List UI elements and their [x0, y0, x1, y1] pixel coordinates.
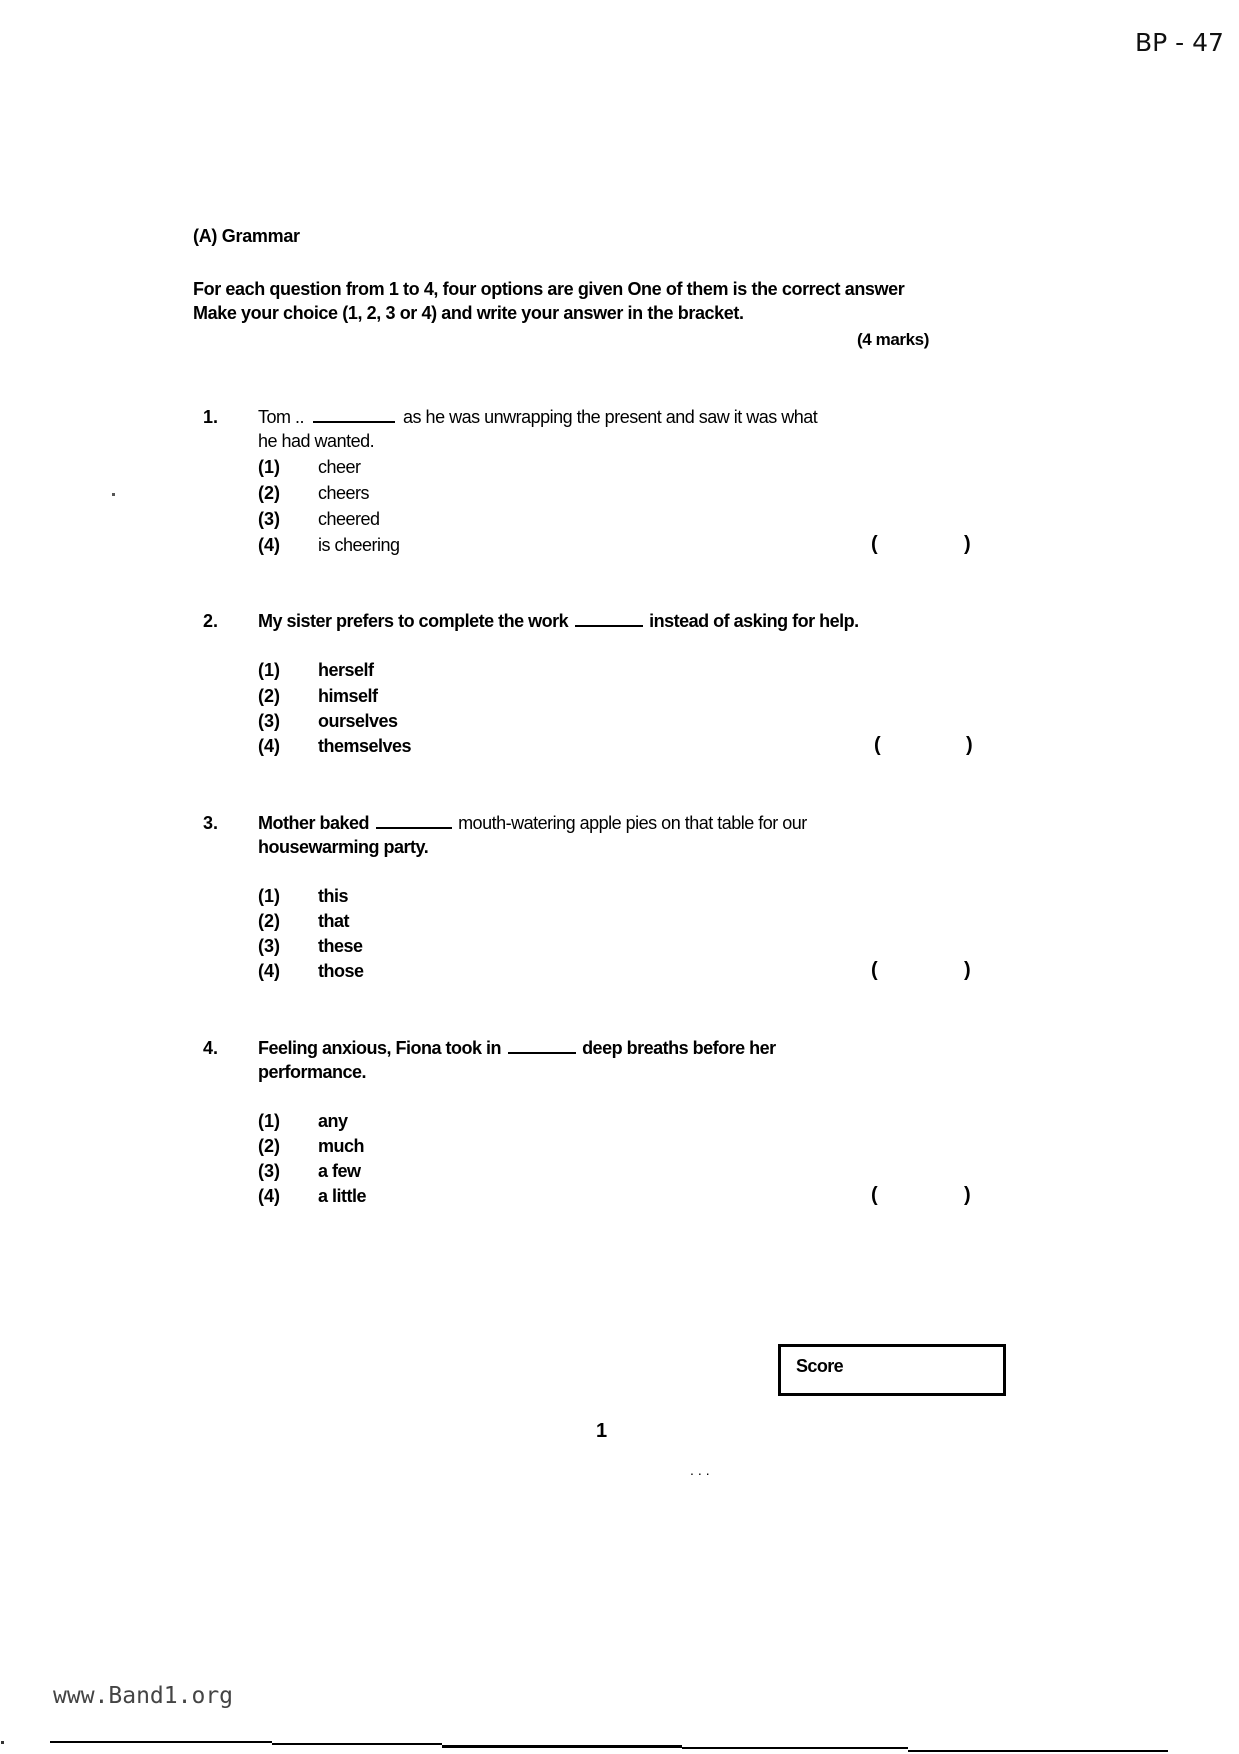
option-text: cheer	[318, 457, 361, 477]
answer-field[interactable]	[888, 734, 960, 758]
option-text: this	[318, 886, 349, 906]
scan-speck	[112, 493, 115, 496]
answer-field[interactable]	[885, 1184, 960, 1208]
question-stem	[258, 813, 807, 834]
option-number: (2)	[258, 483, 280, 503]
option-text: much	[318, 1136, 365, 1156]
question-number: 3.	[203, 813, 219, 833]
page-dots: ...	[690, 1462, 714, 1478]
answer-bracket-close: )	[964, 959, 971, 981]
option-number: (2)	[258, 911, 280, 931]
option-number: (3)	[258, 711, 280, 731]
footer-url[interactable]: www.Band1.org	[53, 1683, 234, 1709]
question-number: 4.	[203, 1038, 219, 1058]
option-number: (1)	[258, 886, 280, 906]
stem-before-blank: My sister prefers to complete the work	[258, 611, 569, 631]
option-number: (1)	[258, 660, 280, 680]
page-number: 1	[596, 1420, 608, 1442]
answer-bracket-open: (	[871, 533, 878, 555]
option-text: a little	[318, 1186, 367, 1206]
answer-field[interactable]	[885, 533, 960, 557]
stem-before-blank: Feeling anxious, Fiona took in	[258, 1038, 502, 1058]
stem-after-blank: deep breaths before her	[582, 1038, 776, 1058]
question-stem	[258, 611, 859, 632]
question-number: 1.	[203, 407, 219, 427]
footer-rule-segment	[682, 1747, 908, 1749]
option-number: (2)	[258, 686, 280, 706]
option-text: a few	[318, 1161, 361, 1181]
option-text: those	[318, 961, 364, 981]
option-number: (4)	[258, 535, 280, 555]
answer-bracket-close: )	[964, 1184, 971, 1206]
answer-bracket-open: (	[871, 959, 878, 981]
option-text: themselves	[318, 736, 412, 756]
footer-rule-segment	[908, 1750, 1168, 1752]
stem-after-blank: as he was unwrapping the present and saw it was what	[403, 407, 818, 427]
question-number: 2.	[203, 611, 219, 631]
answer-bracket-close: )	[964, 533, 971, 555]
question-stem	[258, 407, 817, 428]
option-text: these	[318, 936, 363, 956]
answer-blank	[508, 1038, 576, 1054]
option-text: any	[318, 1111, 348, 1131]
footer-rule-segment	[50, 1741, 272, 1743]
option-number: (4)	[258, 961, 280, 981]
section-title: (A) Grammar	[193, 226, 300, 246]
answer-blank	[376, 813, 452, 829]
option-text: is cheering	[318, 535, 400, 555]
marks-label: (4 marks)	[857, 330, 929, 349]
option-number: (3)	[258, 1161, 280, 1181]
option-text: ourselves	[318, 711, 398, 731]
option-number: (3)	[258, 936, 280, 956]
answer-bracket-open: (	[874, 734, 881, 756]
question-stem	[258, 1038, 776, 1059]
option-number: (4)	[258, 736, 280, 756]
stem-after-blank: instead of asking for help.	[649, 611, 859, 631]
answer-bracket-open: (	[871, 1184, 878, 1206]
answer-bracket-close: )	[966, 734, 973, 756]
footer-rule-segment	[272, 1743, 442, 1745]
instruction-line-2: Make your choice (1, 2, 3 or 4) and write your answer in the bracket.	[193, 303, 744, 323]
option-number: (4)	[258, 1186, 280, 1206]
answer-blank	[575, 611, 643, 627]
scan-speck	[1, 1741, 4, 1744]
question-stem-line-2: housewarming party.	[258, 837, 429, 857]
score-box[interactable]	[778, 1344, 1006, 1396]
option-text: cheers	[318, 483, 370, 503]
answer-field[interactable]	[885, 959, 960, 983]
option-number: (3)	[258, 509, 280, 529]
option-number: (1)	[258, 1111, 280, 1131]
option-text: cheered	[318, 509, 380, 529]
stem-after-blank: mouth-watering apple pies on that table for our	[458, 813, 807, 833]
option-text: that	[318, 911, 349, 931]
paper-code: BP - 47	[1135, 28, 1224, 57]
option-number: (2)	[258, 1136, 280, 1156]
question-stem-line-2: performance.	[258, 1062, 367, 1082]
instruction-line-1: For each question from 1 to 4, four options are given One of them is the correct answer	[193, 279, 905, 299]
question-stem-line-2: he had wanted.	[258, 431, 375, 451]
answer-blank	[313, 407, 395, 423]
option-number: (1)	[258, 457, 280, 477]
stem-before-blank: Tom ..	[258, 407, 305, 427]
score-label: Score	[796, 1356, 844, 1376]
stem-before-blank: Mother baked	[258, 813, 370, 833]
option-text: herself	[318, 660, 374, 680]
footer-rule-segment	[442, 1745, 682, 1748]
option-text: himself	[318, 686, 378, 706]
